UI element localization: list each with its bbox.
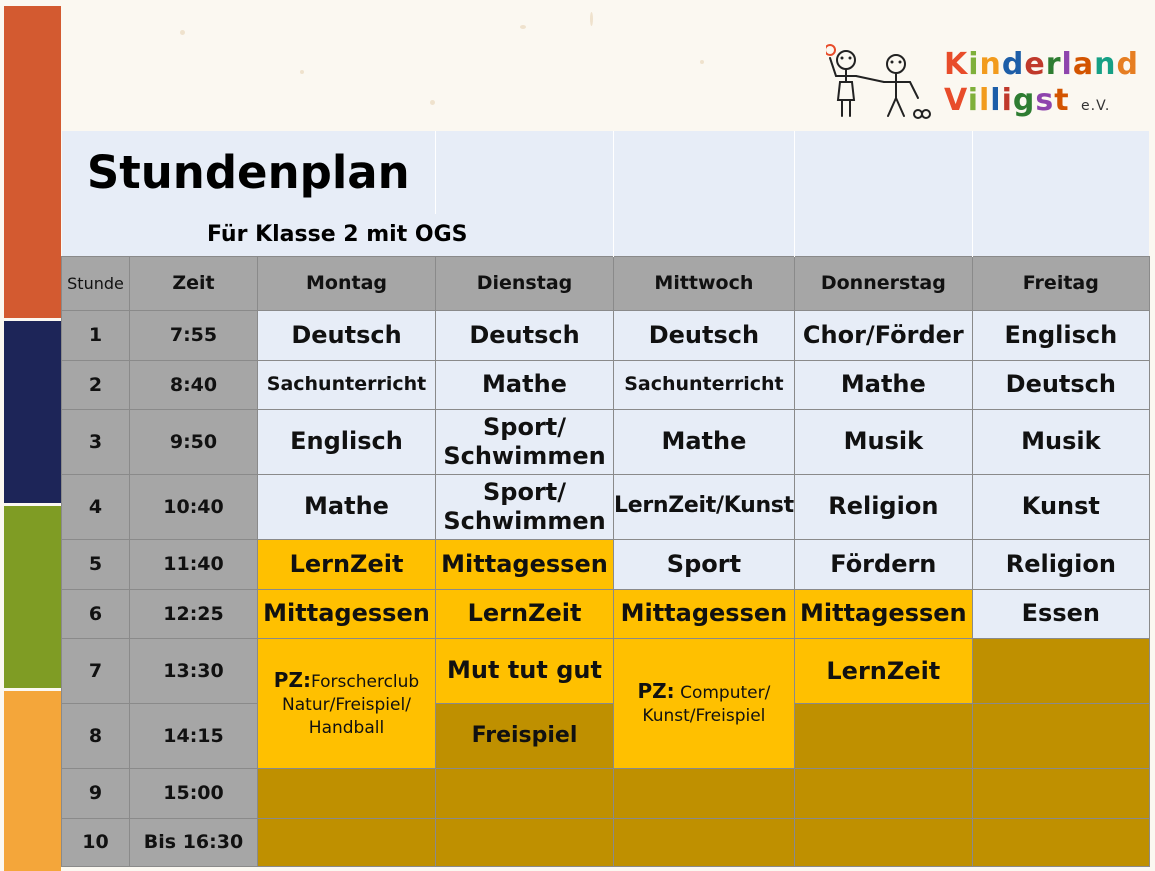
column-header-stunde: Stunde <box>62 256 130 310</box>
lesson-cell: Mittagessen <box>436 539 614 589</box>
lesson-cell: Deutsch <box>258 310 436 360</box>
lesson-number: 9 <box>62 768 130 818</box>
sidebar-bar-orange <box>4 6 61 318</box>
lesson-cell: Fördern <box>794 539 972 589</box>
lesson-cell: Deutsch <box>614 310 795 360</box>
sidebar-bar-green <box>4 506 61 688</box>
lesson-number: 7 <box>62 638 130 703</box>
page-title: Stundenplan <box>62 131 436 214</box>
lesson-time: 7:55 <box>130 310 258 360</box>
empty-cell <box>794 703 972 768</box>
column-header-mittwoch: Mittwoch <box>614 256 795 310</box>
lesson-cell: Mathe <box>258 474 436 539</box>
lesson-cell: Kunst <box>972 474 1149 539</box>
header-blank-cell <box>794 214 972 256</box>
lesson-cell: LernZeit <box>794 638 972 703</box>
lesson-time: 9:50 <box>130 409 258 474</box>
logo-line1 <box>944 47 1139 82</box>
lesson-cell: Religion <box>794 474 972 539</box>
empty-cell <box>794 818 972 866</box>
lesson-cell: Musik <box>972 409 1149 474</box>
pz-line: Natur/Freispiel/ <box>282 694 411 715</box>
empty-cell <box>794 768 972 818</box>
table-row <box>62 768 1150 818</box>
lesson-cell: Deutsch <box>972 360 1149 409</box>
lesson-cell: Mathe <box>614 409 795 474</box>
sidebar-bar-light-orange <box>4 691 61 871</box>
lesson-cell: Mathe <box>794 360 972 409</box>
lesson-cell: Sport <box>614 539 795 589</box>
header-blank-cell <box>972 214 1149 256</box>
lesson-cell: Mittagessen <box>794 589 972 638</box>
lesson-cell: Sachunterricht <box>614 360 795 409</box>
empty-cell <box>614 768 795 818</box>
empty-cell <box>614 818 795 866</box>
sidebar-bar-navy <box>4 321 61 503</box>
empty-cell <box>258 768 436 818</box>
lesson-cell: LernZeit <box>436 589 614 638</box>
pz-line: Handball <box>308 717 385 738</box>
background-speck <box>520 25 526 29</box>
lesson-cell: Religion <box>972 539 1149 589</box>
lesson-number: 8 <box>62 703 130 768</box>
pz-line: Forscherclub <box>310 671 420 692</box>
column-header-dienstag: Dienstag <box>436 256 614 310</box>
lesson-cell: Mut tut gut <box>436 638 614 703</box>
lesson-cell: LernZeit <box>258 539 436 589</box>
pz-montag-cell <box>258 638 436 768</box>
pz-label: PZ: <box>273 667 311 692</box>
lesson-cell: Freispiel <box>436 703 614 768</box>
background-speck <box>430 100 435 105</box>
header-blank-cell <box>614 214 795 256</box>
empty-cell <box>436 768 614 818</box>
page-subtitle: Für Klasse 2 mit OGS <box>62 214 614 256</box>
lesson-time: 10:40 <box>130 474 258 539</box>
background-speck <box>700 60 704 64</box>
empty-cell <box>972 818 1149 866</box>
empty-cell <box>436 818 614 866</box>
pz-label: PZ: <box>637 679 675 704</box>
lesson-cell: Deutsch <box>436 310 614 360</box>
column-header-donnerstag: Donnerstag <box>794 256 972 310</box>
empty-cell <box>258 818 436 866</box>
header-blank-cell <box>794 131 972 214</box>
lesson-number: 3 <box>62 409 130 474</box>
background-speck <box>590 12 593 26</box>
table-row <box>62 589 1150 638</box>
background-speck <box>300 70 304 74</box>
lesson-time: 14:15 <box>130 703 258 768</box>
table-row <box>62 409 1150 474</box>
pz-line: Computer/ <box>674 683 771 704</box>
logo-line2 <box>944 83 1111 118</box>
lesson-time: Bis 16:30 <box>130 818 258 866</box>
lesson-time: 11:40 <box>130 539 258 589</box>
title-row <box>62 131 1150 214</box>
header-blank-cell <box>972 131 1149 214</box>
table-row <box>62 703 1150 768</box>
logo-line2-text: Villigst <box>944 83 1070 118</box>
lesson-number: 2 <box>62 360 130 409</box>
table-row <box>62 818 1150 866</box>
lesson-cell: Sport/ Schwimmen <box>436 409 614 474</box>
timetable <box>61 131 1150 867</box>
empty-cell <box>972 638 1149 703</box>
table-row <box>62 310 1150 360</box>
lesson-cell: Mittagessen <box>258 589 436 638</box>
lesson-time: 12:25 <box>130 589 258 638</box>
empty-cell <box>972 703 1149 768</box>
lesson-time: 15:00 <box>130 768 258 818</box>
column-header-row <box>62 256 1150 310</box>
lesson-cell: Englisch <box>972 310 1149 360</box>
lesson-cell: Mathe <box>436 360 614 409</box>
kinderland-logo <box>826 38 1139 130</box>
children-illustration-icon <box>826 38 941 128</box>
lesson-cell: Mittagessen <box>614 589 795 638</box>
column-header-freitag: Freitag <box>972 256 1149 310</box>
lesson-number: 5 <box>62 539 130 589</box>
header-blank-cell <box>436 131 614 214</box>
empty-cell <box>972 768 1149 818</box>
background-speck <box>180 30 185 35</box>
lesson-time: 13:30 <box>130 638 258 703</box>
lesson-cell: Englisch <box>258 409 436 474</box>
table-row <box>62 638 1150 703</box>
lesson-number: 10 <box>62 818 130 866</box>
column-header-zeit: Zeit <box>130 256 258 310</box>
table-row <box>62 539 1150 589</box>
header-blank-cell <box>614 131 795 214</box>
lesson-number: 4 <box>62 474 130 539</box>
table-row <box>62 474 1150 539</box>
lesson-time: 8:40 <box>130 360 258 409</box>
lesson-cell: Chor/Förder <box>794 310 972 360</box>
pz-line: Kunst/Freispiel <box>642 706 766 727</box>
lesson-cell: LernZeit/Kunst <box>614 474 795 539</box>
column-header-montag: Montag <box>258 256 436 310</box>
subtitle-row <box>62 214 1150 256</box>
logo-line1-text: Kinderland <box>944 47 1139 82</box>
lesson-cell: Sachunterricht <box>258 360 436 409</box>
lesson-cell: Musik <box>794 409 972 474</box>
lesson-cell: Essen <box>972 589 1149 638</box>
lesson-number: 6 <box>62 589 130 638</box>
logo-suffix: e.V. <box>1081 98 1111 114</box>
table-row <box>62 360 1150 409</box>
pz-mittwoch-cell <box>614 638 795 768</box>
lesson-cell: Sport/ Schwimmen <box>436 474 614 539</box>
lesson-number: 1 <box>62 310 130 360</box>
